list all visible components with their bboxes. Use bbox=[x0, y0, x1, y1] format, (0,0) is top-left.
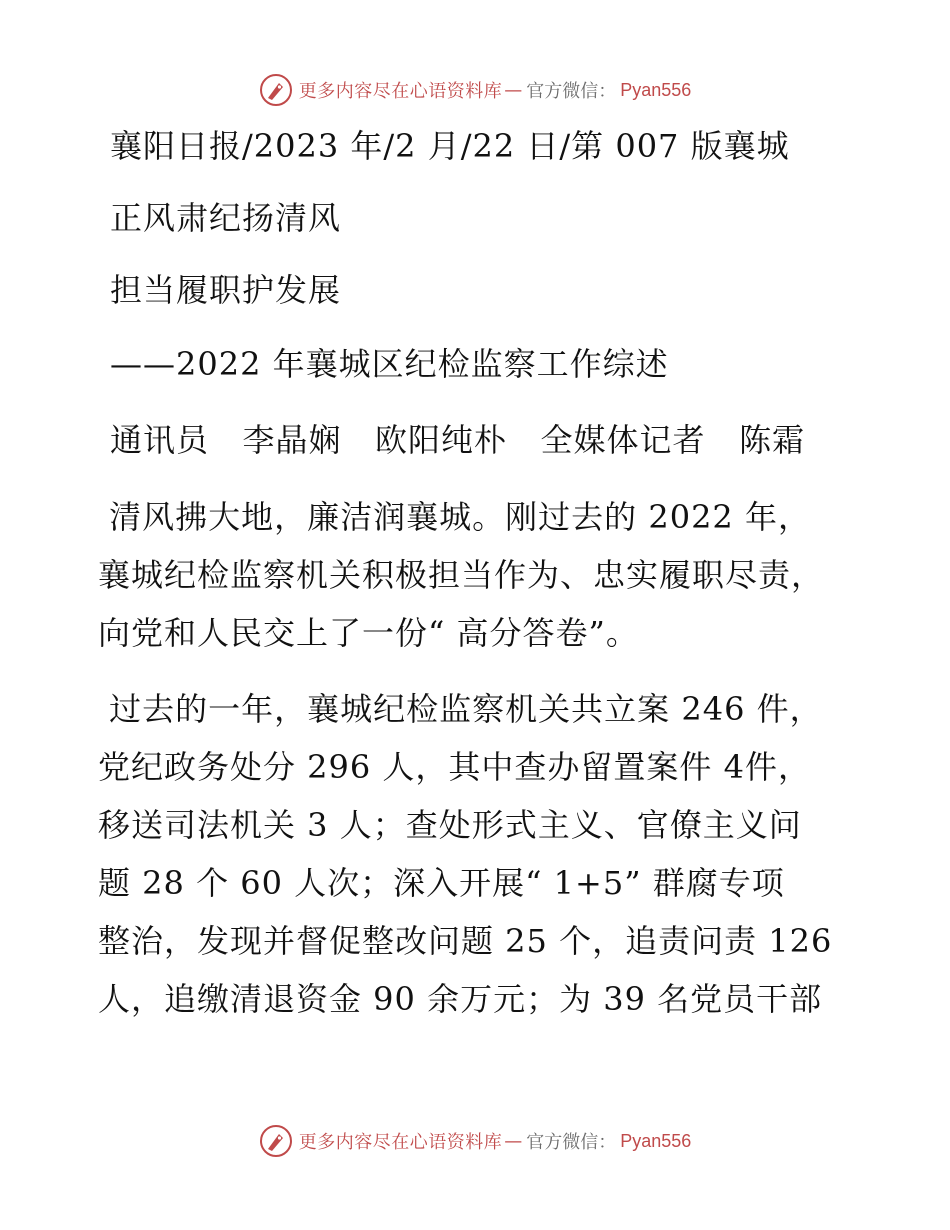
paragraph-line: 移送司法机关 3 人；查处形式主义、官僚主义问 bbox=[98, 806, 802, 844]
watermark-main-text: 更多内容尽在心语资料库 bbox=[298, 1132, 503, 1153]
watermark-separator: — bbox=[504, 79, 523, 101]
paragraph-line: 整治，发现并督促整改问题 25 个，追责问责 126 bbox=[98, 922, 833, 960]
paragraph-line: 襄城纪检监察机关积极担当作为、忠实履职尽责， bbox=[98, 556, 825, 594]
watermark-label: 官方微信： bbox=[526, 81, 617, 102]
paragraph-line: 清风拂大地，廉洁润襄城。刚过去的 2022 年， bbox=[98, 498, 811, 536]
title-line-1: 正风肃纪扬清风 bbox=[110, 199, 342, 237]
subtitle: ——2022 年襄城区纪检监察工作综述 bbox=[110, 345, 669, 383]
pen-nib-logo-icon bbox=[259, 1124, 293, 1158]
watermark-separator: — bbox=[504, 1130, 523, 1152]
byline: 通讯员 李晶娴 欧阳纯朴 全媒体记者 陈霜 bbox=[110, 421, 806, 459]
paragraph-line: 人，追缴清退资金 90 余万元；为 39 名党员干部 bbox=[98, 980, 823, 1018]
dateline: 襄阳日报/2023 年/2 月/22 日/第 007 版襄城 bbox=[110, 127, 790, 165]
paragraph-line: 过去的一年，襄城纪检监察机关共立案 246 件， bbox=[98, 690, 823, 728]
watermark-id: Pyan556 bbox=[620, 79, 692, 100]
watermark-top bbox=[0, 70, 950, 110]
watermark-bottom bbox=[0, 1121, 950, 1161]
pen-nib-logo-icon bbox=[259, 73, 293, 107]
watermark-id: Pyan556 bbox=[620, 1130, 692, 1151]
paragraph-1 bbox=[98, 488, 868, 662]
watermark-main-text: 更多内容尽在心语资料库 bbox=[298, 81, 503, 102]
title-line-2: 担当履职护发展 bbox=[110, 271, 342, 309]
paragraph-line: 向党和人民交上了一份“ 高分答卷”。 bbox=[98, 614, 639, 652]
paragraph-2 bbox=[98, 680, 868, 1028]
paragraph-line: 题 28 个 60 人次；深入开展“ 1+5” 群腐专项 bbox=[98, 864, 785, 902]
paragraph-line: 党纪政务处分 296 人，其中查办留置案件 4件， bbox=[98, 748, 811, 786]
watermark-label: 官方微信： bbox=[526, 1132, 617, 1153]
